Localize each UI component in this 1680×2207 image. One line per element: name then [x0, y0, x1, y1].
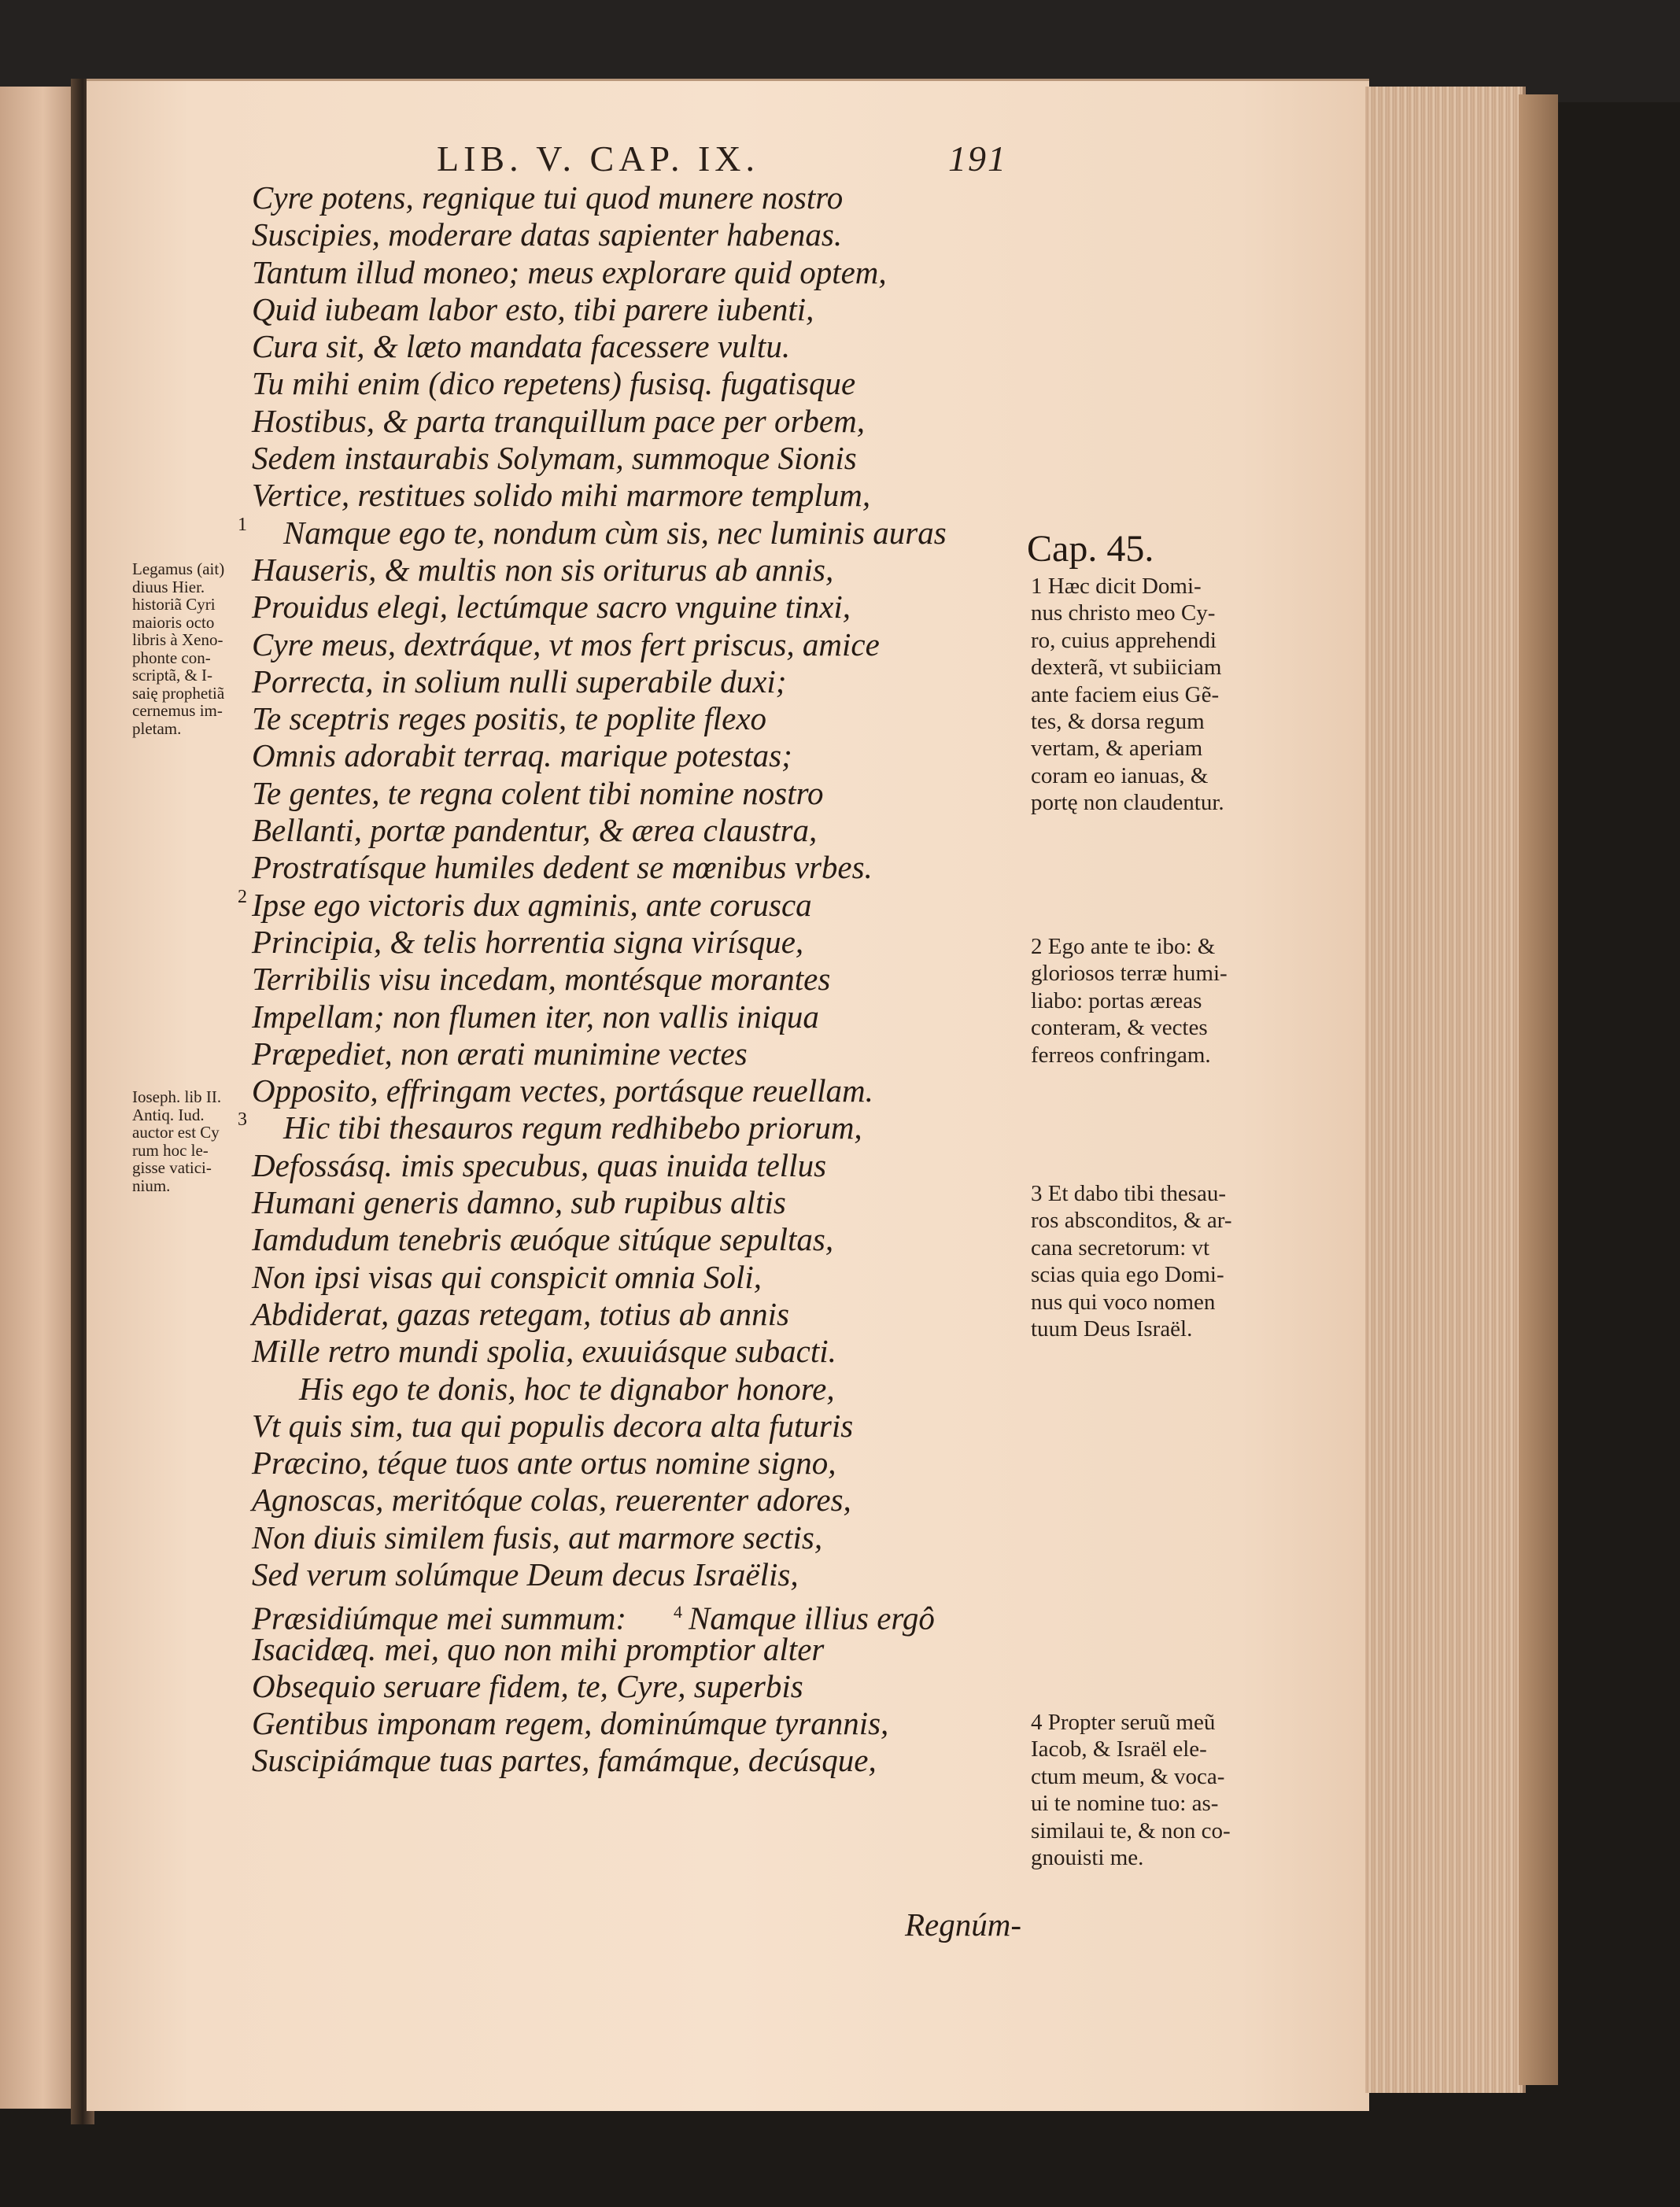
- verse-line: [238, 886, 1078, 924]
- verse-line-text: Sed verum solúmque Deum decus Israëlis,: [252, 1556, 799, 1593]
- left-marginal-note: [132, 1088, 258, 1194]
- note-line: gloriosos terræ humi-: [1031, 961, 1228, 987]
- note-line: 2 Ego ante te ibo: &: [1031, 934, 1216, 959]
- verse-line: [252, 1371, 1078, 1408]
- verse-line-text: Gentibus imponam regem, dominúmque tyrannis,: [252, 1705, 889, 1742]
- verse-line: [252, 1408, 1078, 1445]
- note-line: auctor est Cy: [132, 1123, 220, 1142]
- verse-number: 2: [238, 886, 247, 907]
- verse-line: [252, 365, 1078, 402]
- verse-line: [252, 1593, 1078, 1637]
- verse-line-text: Principia, & telis horrentia signa virísque,: [252, 923, 804, 960]
- right-marginal-note: [1031, 1180, 1283, 1342]
- note-line: maioris octo: [132, 612, 215, 632]
- verse-line-text: Obsequio seruare fidem, te, Cyre, superbis: [252, 1667, 803, 1704]
- note-line: liabo: portas æreas: [1031, 987, 1202, 1013]
- verse-line-text: Cyre meus, dextráque, vt mos fert priscus, amice: [252, 626, 880, 662]
- verse-line-text: Præcino, téque tuos ante ortus nomine signo,: [252, 1445, 836, 1482]
- verse-line: [252, 812, 1078, 849]
- verse-line-text: Non ipsi visas qui conspicit omnia Soli,: [252, 1258, 762, 1295]
- verse-line: [252, 254, 1078, 291]
- chapter-heading: Cap. 45.: [1027, 528, 1154, 570]
- verse-line-text: Defossásq. imis specubus, quas inuida tellus: [252, 1146, 827, 1183]
- note-line: tuum Deus Israël.: [1031, 1316, 1193, 1342]
- note-line: ante faciem eius Gẽ-: [1031, 681, 1220, 707]
- verse-line: [252, 1482, 1078, 1519]
- note-line: tes, & dorsa regum: [1031, 709, 1205, 735]
- note-line: cernemus im-: [132, 701, 223, 720]
- verse-line-text: Non diuis similem fusis, aut marmore sectis,: [252, 1519, 823, 1556]
- verse-line: [252, 849, 1078, 886]
- note-line: diuus Hier.: [132, 577, 205, 596]
- verse-line-text: Hic tibi thesauros regum redhibebo priorum,: [283, 1109, 862, 1146]
- note-line: pletam.: [132, 718, 182, 738]
- verse-line: [252, 1556, 1078, 1593]
- verse-line-text: Hauseris, & multis non sis oriturus ab annis,: [252, 551, 834, 588]
- verse-line-text: Cura sit, & læto mandata facessere vultu.: [252, 328, 791, 365]
- note-line: coram eo ianuas, &: [1031, 762, 1209, 788]
- note-line: libris à Xeno-: [132, 630, 223, 649]
- verse-line: [252, 291, 1078, 328]
- running-header: [437, 138, 1007, 185]
- note-line: nus qui voco nomen: [1031, 1289, 1216, 1315]
- verse-line: [252, 1221, 1078, 1258]
- verse-line: [252, 1705, 1078, 1742]
- verse-line: [252, 552, 1078, 589]
- note-line: gisse vatici-: [132, 1158, 212, 1177]
- verse-line: [252, 589, 1078, 626]
- verse-line-tail: Namque illius ergô: [689, 1600, 935, 1637]
- verse-line: [252, 1333, 1078, 1370]
- note-line: saię prophetiã: [132, 683, 225, 703]
- verse-line: [252, 626, 1078, 663]
- verse-line: [252, 961, 1078, 998]
- catchword: Regnúm-: [905, 1906, 1022, 1943]
- note-line: vertam, & aperiam: [1031, 736, 1203, 762]
- note-line: conteram, & vectes: [1031, 1015, 1208, 1041]
- note-line: scriptã, & I-: [132, 666, 213, 685]
- verse-line-text: Bellanti, portæ pandentur, & ærea claustra,: [252, 812, 818, 849]
- verse-line-text: Tu mihi enim (dico repetens) fusisq. fugatisque: [252, 365, 856, 402]
- note-line: gnouisti me.: [1031, 1845, 1144, 1871]
- verse-line: [252, 998, 1078, 1035]
- note-line: historiã Cyri: [132, 595, 216, 614]
- verse-line-text: Humani generis damno, sub rupibus altis: [252, 1184, 786, 1221]
- verse-line: [252, 179, 1078, 216]
- page-block-edge: [1365, 87, 1526, 2093]
- verse-line-text: Mille retro mundi spolia, exuuiásque subacti.: [252, 1333, 836, 1370]
- verse-line: [252, 440, 1078, 477]
- verse-line: [252, 1147, 1078, 1184]
- note-line: ro, cuius apprehendi: [1031, 627, 1217, 653]
- verse-line-text: Omnis adorabit terraq. marique potestas;: [252, 737, 792, 774]
- verse-line: [252, 216, 1078, 253]
- verse-number: 1: [238, 514, 247, 535]
- verse-line-text: Impellam; non flumen iter, non vallis iniqua: [252, 998, 819, 1035]
- verse-line-text: Hostibus, & parta tranquillum pace per orbem,: [252, 402, 865, 439]
- right-marginal-note: [1031, 1709, 1283, 1871]
- verse-line-text: Sedem instaurabis Solymam, summoque Sionis: [252, 440, 857, 477]
- note-line: Iacob, & Israël ele-: [1031, 1736, 1207, 1762]
- verse-line: [252, 737, 1078, 774]
- running-title: LIB. V. CAP. IX.: [437, 138, 759, 179]
- verse-line: [252, 663, 1078, 700]
- verse-line: [238, 1109, 1078, 1146]
- note-line: portę non claudentur.: [1031, 790, 1224, 816]
- verse-line-text: Namque ego te, nondum cùm sis, nec luminis auras: [283, 514, 947, 551]
- verse-line: [252, 1631, 1078, 1668]
- note-line: Legamus (ait): [132, 559, 225, 578]
- note-line: 3 Et dabo tibi thesau-: [1031, 1181, 1227, 1206]
- right-marginal-note: [1031, 933, 1283, 1068]
- verse-line: [252, 1519, 1078, 1556]
- verse-line: [252, 1742, 1078, 1779]
- verse-line: [252, 1296, 1078, 1333]
- verse-line-text: Iamdudum tenebris æuóque sitúque sepultas,: [252, 1221, 834, 1258]
- verse-line-text: Te sceptris reges positis, te poplite flexo: [252, 700, 767, 737]
- note-line: phonte con-: [132, 648, 211, 667]
- verse-line-text: Cyre potens, regnique tui quod munere nostro: [252, 179, 844, 216]
- verse-line-text: Præpediet, non ærati munimine vectes: [252, 1035, 748, 1072]
- verse-line-text: Opposito, effringam vectes, portásque reuellam.: [252, 1072, 873, 1109]
- verse-line: [252, 700, 1078, 737]
- note-line: nium.: [132, 1175, 171, 1195]
- verse-line: [252, 924, 1078, 961]
- cover-edge: [1519, 94, 1558, 2085]
- note-line: ferreos confringam.: [1031, 1042, 1211, 1068]
- verse-line-text: Terribilis visu incedam, montésque morantes: [252, 961, 831, 998]
- right-marginal-note: [1031, 573, 1283, 817]
- verse-line-text: Præsidiúmque mei summum:: [252, 1600, 627, 1637]
- verse-line: [252, 1668, 1078, 1705]
- verse-line-text: Suscipies, moderare datas sapienter habenas.: [252, 216, 843, 253]
- verse-number: 3: [238, 1109, 247, 1131]
- verse-line-text: Agnoscas, meritóque colas, reuerenter adores,: [252, 1482, 851, 1519]
- left-marginal-note: [132, 560, 258, 737]
- note-line: ui te nomine tuo: as-: [1031, 1791, 1219, 1817]
- verse-line: [252, 477, 1078, 514]
- verse-line-text: Tantum illud moneo; meus explorare quid optem,: [252, 253, 887, 290]
- verse-line-text: His ego te donis, hoc te dignabor honore,: [299, 1370, 835, 1407]
- note-line: 4 Propter seruũ meũ: [1031, 1710, 1216, 1735]
- note-line: Ioseph. lib II.: [132, 1087, 222, 1106]
- verse-line-text: Vertice, restitues solido mihi marmore templum,: [252, 477, 871, 514]
- note-line: ros absconditos, & ar-: [1031, 1208, 1232, 1234]
- verse-line-text: Te gentes, te regna colent tibi nomine nostro: [252, 774, 824, 811]
- verse-line-text: Ipse ego victoris dux agminis, ante corusca: [252, 886, 812, 923]
- verse-line-text: Quid iubeam labor esto, tibi parere iubenti,: [252, 290, 814, 327]
- verse-line: [252, 1445, 1078, 1482]
- verse-text: [238, 179, 1078, 1780]
- note-line: 1 Hæc dicit Domi-: [1031, 574, 1202, 599]
- verse-line: [252, 1259, 1078, 1296]
- verse-line: [252, 1035, 1078, 1072]
- verse-line: [252, 328, 1078, 365]
- note-line: ctum meum, & voca-: [1031, 1763, 1225, 1789]
- verse-line-text: Prouidus elegi, lectúmque sacro vnguine tinxi,: [252, 589, 851, 626]
- verse-line-text: Porrecta, in solium nulli superabile duxi;: [252, 662, 787, 699]
- verse-line-text: Prostratísque humiles dedent se mœnibus vrbes.: [252, 849, 873, 886]
- note-line: similaui te, & non co-: [1031, 1818, 1231, 1843]
- note-line: cana secretorum: vt: [1031, 1235, 1210, 1260]
- verse-line: [252, 1072, 1078, 1109]
- verse-line-text: Vt quis sim, tua qui populis decora alta futuris: [252, 1407, 854, 1444]
- verse-line: [252, 1184, 1078, 1221]
- note-line: dexterã, vt subiiciam: [1031, 655, 1222, 681]
- verse-line-text: Suscipiámque tuas partes, famámque, decúsque,: [252, 1742, 877, 1779]
- page-number: 191: [948, 138, 1007, 179]
- verse-line-text: Isacidæq. mei, quo non mihi promptior alter: [252, 1630, 825, 1667]
- verse-number: 4: [674, 1602, 683, 1622]
- note-line: nus christo meo Cy-: [1031, 600, 1216, 626]
- verse-line: [238, 514, 1078, 552]
- verse-line-text: Abdiderat, gazas retegam, totius ab annis: [252, 1295, 789, 1332]
- facing-page-edge: [0, 87, 80, 2109]
- verse-line: [252, 775, 1078, 812]
- note-line: rum hoc le-: [132, 1140, 209, 1160]
- note-line: scias quia ego Domi-: [1031, 1262, 1224, 1288]
- note-line: Antiq. Iud.: [132, 1105, 205, 1124]
- verse-line: [252, 403, 1078, 440]
